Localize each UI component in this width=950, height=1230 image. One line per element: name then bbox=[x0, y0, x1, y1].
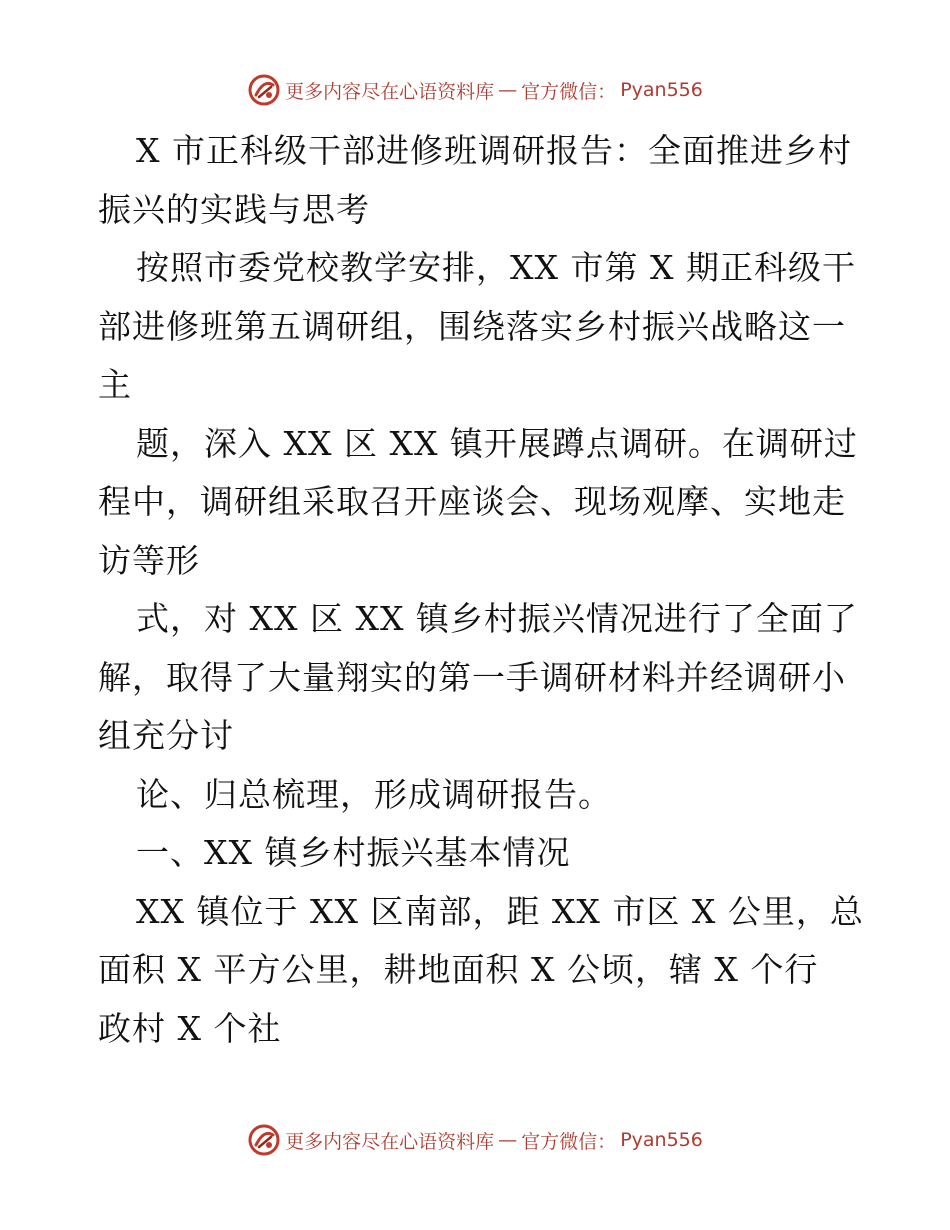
watermark-text: 更多内容尽在心语资料库 bbox=[285, 80, 495, 103]
watermark-wechat-id: Pyan556 bbox=[620, 1129, 703, 1151]
paragraph-line: 式，对 XX 区 XX 镇乡村振兴情况进行了全面了 bbox=[136, 599, 858, 638]
watermark-wechat-label: 官方微信： bbox=[521, 1130, 617, 1153]
watermark-header bbox=[0, 72, 950, 108]
document-body bbox=[98, 122, 864, 1058]
paragraph-line: 主 bbox=[98, 365, 132, 404]
section-heading: 一、XX 镇乡村振兴基本情况 bbox=[136, 833, 571, 872]
paragraph-line: 访等形 bbox=[98, 540, 200, 580]
paragraph-line: 部进修班第五调研组，围绕落实乡村振兴战略这一 bbox=[98, 306, 846, 346]
paragraph-line: 组充分讨 bbox=[98, 716, 234, 755]
paragraph-line: 面积 X 平方公里，耕地面积 X 公顷，辖 X 个行 bbox=[98, 950, 819, 989]
logo-icon bbox=[247, 1123, 281, 1157]
watermark-wechat-id: Pyan556 bbox=[620, 79, 703, 101]
watermark-text: 更多内容尽在心语资料库 bbox=[285, 1130, 495, 1153]
watermark-dash: — bbox=[498, 1129, 518, 1151]
paragraph-line: 程中，调研组采取召开座谈会、现场观摩、实地走 bbox=[98, 482, 846, 521]
watermark-footer bbox=[0, 1122, 950, 1158]
paragraph-line: 解，取得了大量翔实的第一手调研材料并经调研小 bbox=[98, 657, 846, 697]
paragraph-line: XX 镇位于 XX 区南部，距 XX 市区 X 公里，总 bbox=[136, 891, 864, 931]
title-line-1: X 市正科级干部进修班调研报告：全面推进乡村 bbox=[136, 131, 852, 170]
logo-icon bbox=[247, 73, 281, 107]
watermark-wechat-label: 官方微信： bbox=[521, 80, 617, 103]
paragraph-line: 按照市委党校教学安排，XX 市第 X 期正科级干 bbox=[136, 248, 856, 287]
watermark-dash: — bbox=[498, 79, 518, 101]
paragraph-line: 论、归总梳理，形成调研报告。 bbox=[136, 774, 612, 814]
paragraph-line: 题，深入 XX 区 XX 镇开展蹲点调研。在调研过 bbox=[136, 423, 858, 463]
paragraph-line: 政村 X 个社 bbox=[98, 1008, 282, 1048]
title-line-2: 振兴的实践与思考 bbox=[98, 189, 370, 229]
